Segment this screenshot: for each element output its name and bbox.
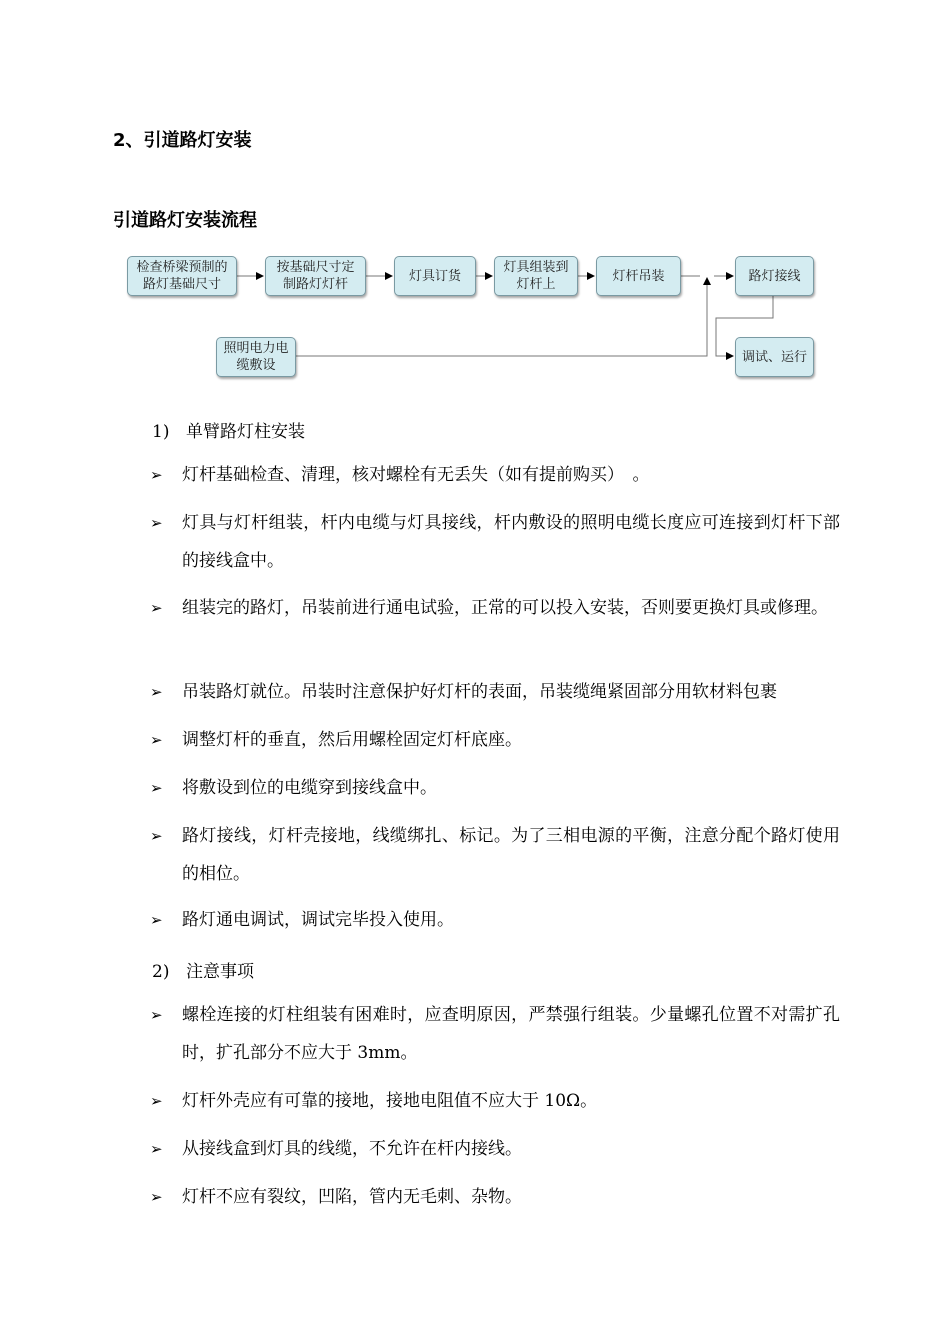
bullet-arrow-icon: ➢ [150,1188,163,1206]
flow-step-custom-pole: 按基础尺寸定 制路灯灯杆 [265,256,366,296]
flow-step-wiring: 路灯接线 [735,256,814,296]
list-item: ➢ 灯具与灯杆组装，杆内电缆与灯具接线，杆内敷设的照明电缆长度应可连接到灯杆下部的接线盒中。 [150,504,840,580]
list-item: ➢ 从接线盒到灯具的线缆，不允许在杆内接线。 [150,1130,840,1168]
list-item: ➢ 路灯通电调试，调试完毕投入使用。 [150,901,840,939]
bullet-arrow-icon: ➢ [150,1140,163,1158]
part2-number: 2) [152,962,170,982]
bullet-arrow-icon: ➢ [150,683,163,701]
flow-step-test-run: 调试、运行 [735,337,814,377]
flowchart-title: 引道路灯安装流程 [113,210,257,231]
bullet-arrow-icon: ➢ [150,1006,163,1024]
flow-step-check-foundation: 检查桥梁预制的 路灯基础尺寸 [127,256,237,296]
part1-number: 1) [152,422,170,442]
list-item: ➢ 将敷设到位的电缆穿到接线盒中。 [150,769,840,807]
bullet-arrow-icon: ➢ [150,731,163,749]
flow-step-hoist-pole: 灯杆吊装 [596,256,681,296]
bullet-arrow-icon: ➢ [150,514,163,532]
list-item: ➢ 调整灯杆的垂直，然后用螺栓固定灯杆底座。 [150,721,840,759]
part1-title: 单臂路灯柱安装 [186,422,305,442]
list-item: ➢ 路灯接线，灯杆壳接地，线缆绑扎、标记。为了三相电源的平衡，注意分配个路灯使用的相位。 [150,817,840,893]
bullet-arrow-icon: ➢ [150,779,163,797]
part1-heading [152,417,305,442]
part2-title: 注意事项 [186,962,254,982]
bullet-arrow-icon: ➢ [150,911,163,929]
list-item: ➢ 螺栓连接的灯柱组装有困难时，应查明原因，严禁强行组装。少量螺孔位置不对需扩孔时，扩孔部分不应大于 3mm。 [150,996,840,1072]
section-title: 2、引道路灯安装 [113,130,252,151]
list-item: ➢ 吊装路灯就位。吊装时注意保护好灯杆的表面，吊装缆绳紧固部分用软材料包裹 [150,673,840,711]
flow-step-assemble-lamps: 灯具组装到 灯杆上 [494,256,578,296]
flow-step-order-lamps: 灯具订货 [394,256,476,296]
list-item: ➢ 组装完的路灯，吊装前进行通电试验，正常的可以投入安装，否则要更换灯具或修理。 [150,589,840,627]
bullet-arrow-icon: ➢ [150,466,163,484]
installation-flowchart [0,0,950,400]
list-item: ➢ 灯杆基础检查、清理，核对螺栓有无丢失（如有提前购买） 。 [150,456,840,494]
bullet-arrow-icon: ➢ [150,1092,163,1110]
list-item: ➢ 灯杆外壳应有可靠的接地，接地电阻值不应大于 10Ω。 [150,1082,840,1120]
flow-step-lay-cable: 照明电力电 缆敷设 [216,337,296,377]
list-item: ➢ 灯杆不应有裂纹，凹陷，管内无毛刺、杂物。 [150,1178,840,1216]
part2-heading [152,957,254,982]
bullet-arrow-icon: ➢ [150,599,163,617]
bullet-arrow-icon: ➢ [150,827,163,845]
